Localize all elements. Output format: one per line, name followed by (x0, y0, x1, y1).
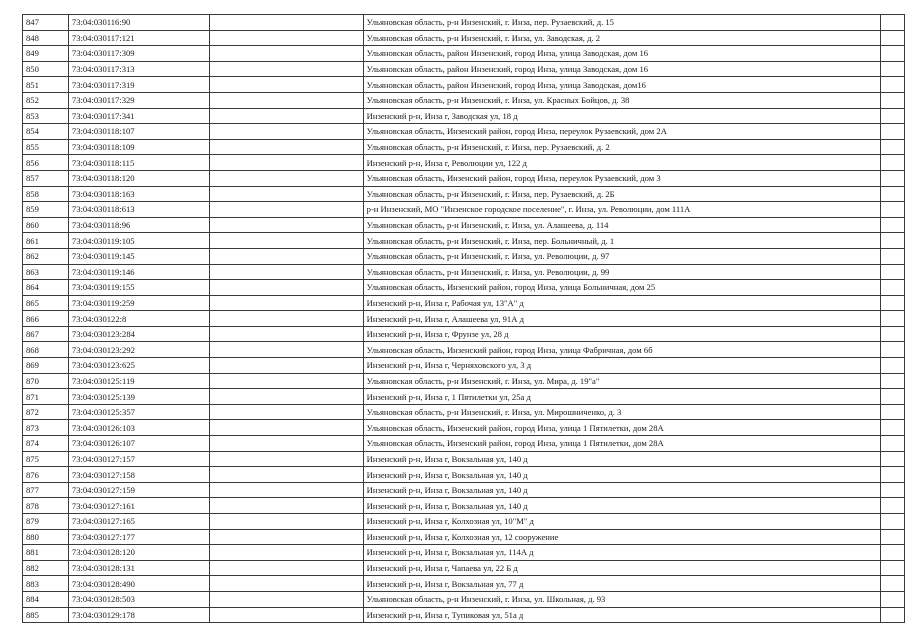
empty-cell (880, 61, 904, 77)
empty-cell (880, 545, 904, 561)
table-row (23, 389, 905, 405)
cadastral-number: 73:04:030118:109 (68, 139, 209, 155)
empty-cell (880, 311, 904, 327)
table-row (23, 124, 905, 140)
row-number: 855 (23, 139, 69, 155)
cadastral-number: 73:04:030127:158 (68, 467, 209, 483)
row-number: 848 (23, 30, 69, 46)
cadastral-number: 73:04:030122:8 (68, 311, 209, 327)
table-row (23, 420, 905, 436)
empty-cell (880, 451, 904, 467)
cadastral-number: 73:04:030117:309 (68, 46, 209, 62)
row-number: 880 (23, 529, 69, 545)
empty-cell (880, 404, 904, 420)
row-number: 849 (23, 46, 69, 62)
address: Ульяновская область, р-н Инзенский, г. Инза, пер. Рузаевский, д. 2Б (363, 186, 880, 202)
empty-cell (209, 451, 363, 467)
cadastral-number: 73:04:030116:90 (68, 15, 209, 31)
table-row (23, 482, 905, 498)
row-number: 884 (23, 591, 69, 607)
row-number: 871 (23, 389, 69, 405)
table-row (23, 295, 905, 311)
empty-cell (880, 576, 904, 592)
address: Ульяновская область, р-н Инзенский, г. Инза, ул. Школьная, д. 93 (363, 591, 880, 607)
address: Инзенский р-н, Инза г, Рабочая ул, 13"А" д (363, 295, 880, 311)
table-row (23, 217, 905, 233)
row-number: 882 (23, 560, 69, 576)
cadastral-number: 73:04:030118:96 (68, 217, 209, 233)
row-number: 885 (23, 607, 69, 623)
row-number: 872 (23, 404, 69, 420)
address: Ульяновская область, р-н Инзенский, г. Инза, ул. Мирошниченко, д. 3 (363, 404, 880, 420)
address: Инзенский р-н, Инза г, Колхозная ул, 12 сооружение (363, 529, 880, 545)
cadastral-number: 73:04:030125:357 (68, 404, 209, 420)
empty-cell (209, 529, 363, 545)
table-row (23, 342, 905, 358)
empty-cell (880, 124, 904, 140)
table-row (23, 30, 905, 46)
table-row (23, 607, 905, 623)
cadastral-number: 73:04:030119:105 (68, 233, 209, 249)
cadastral-number: 73:04:030127:159 (68, 482, 209, 498)
cadastral-number: 73:04:030118:163 (68, 186, 209, 202)
address: Ульяновская область, район Инзенский, город Инза, улица Заводская, дом16 (363, 77, 880, 93)
empty-cell (880, 155, 904, 171)
empty-cell (209, 326, 363, 342)
row-number: 877 (23, 482, 69, 498)
cadastral-number: 73:04:030123:284 (68, 326, 209, 342)
address: Инзенский р-н, Инза г, Тупиковая ул, 51а д (363, 607, 880, 623)
table-row (23, 436, 905, 452)
empty-cell (209, 358, 363, 374)
address: Ульяновская область, р-н Инзенский, г. Инза, ул. Революции, д. 97 (363, 248, 880, 264)
table-row (23, 202, 905, 218)
empty-cell (209, 77, 363, 93)
empty-cell (880, 467, 904, 483)
table-row (23, 248, 905, 264)
table-row (23, 373, 905, 389)
address: р-н Инзенский, МО "Инзенское городское поселение", г. Инза, ул. Революции, дом 111А (363, 202, 880, 218)
row-number: 869 (23, 358, 69, 374)
address: Инзенский р-н, Инза г, Фрунзе ул, 28 д (363, 326, 880, 342)
empty-cell (209, 389, 363, 405)
address: Инзенский р-н, Инза г, Чапаева ул, 22 Б д (363, 560, 880, 576)
empty-cell (209, 591, 363, 607)
empty-cell (209, 233, 363, 249)
address: Ульяновская область, р-н Инзенский, г. Инза, ул. Мира, д. 19"а" (363, 373, 880, 389)
row-number: 879 (23, 514, 69, 530)
empty-cell (209, 373, 363, 389)
cadastral-number: 73:04:030117:319 (68, 77, 209, 93)
cadastral-number: 73:04:030129:178 (68, 607, 209, 623)
row-number: 881 (23, 545, 69, 561)
address: Инзенский р-н, Инза г, Вокзальная ул, 140 д (363, 498, 880, 514)
row-number: 854 (23, 124, 69, 140)
table-row (23, 560, 905, 576)
address: Ульяновская область, р-н Инзенский, г. Инза, пер. Рузаевский, д. 15 (363, 15, 880, 31)
empty-cell (880, 373, 904, 389)
row-number: 864 (23, 280, 69, 296)
address: Инзенский р-н, Инза г, Заводская ул, 18 д (363, 108, 880, 124)
empty-cell (209, 404, 363, 420)
address: Инзенский р-н, Инза г, Вокзальная ул, 140 д (363, 451, 880, 467)
empty-cell (880, 264, 904, 280)
empty-cell (209, 576, 363, 592)
table-row (23, 451, 905, 467)
cadastral-number: 73:04:030128:503 (68, 591, 209, 607)
cadastral-number: 73:04:030127:177 (68, 529, 209, 545)
empty-cell (880, 217, 904, 233)
row-number: 861 (23, 233, 69, 249)
cadastral-number: 73:04:030128:490 (68, 576, 209, 592)
address: Инзенский р-н, Инза г, Колхозная ул, 10"М" д (363, 514, 880, 530)
empty-cell (209, 248, 363, 264)
empty-cell (880, 420, 904, 436)
empty-cell (880, 202, 904, 218)
empty-cell (880, 389, 904, 405)
empty-cell (209, 436, 363, 452)
cadastral-number: 73:04:030126:107 (68, 436, 209, 452)
table-row (23, 233, 905, 249)
empty-cell (880, 233, 904, 249)
empty-cell (209, 139, 363, 155)
table-row (23, 498, 905, 514)
empty-cell (209, 560, 363, 576)
address: Ульяновская область, р-н Инзенский, г. Инза, ул. Заводская, д. 2 (363, 30, 880, 46)
address: Ульяновская область, Инзенский район, город Инза, переулок Рузаевский, дом 2А (363, 124, 880, 140)
address: Ульяновская область, р-н Инзенский, г. Инза, пер. Больничный, д. 1 (363, 233, 880, 249)
row-number: 883 (23, 576, 69, 592)
cadastral-number: 73:04:030117:121 (68, 30, 209, 46)
address: Ульяновская область, р-н Инзенский, г. Инза, ул. Красных Бойцов, д. 38 (363, 92, 880, 108)
empty-cell (209, 514, 363, 530)
empty-cell (209, 482, 363, 498)
empty-cell (880, 108, 904, 124)
address: Инзенский р-н, Инза г, Черняховского ул, 3 д (363, 358, 880, 374)
table-row (23, 46, 905, 62)
cadastral-number: 73:04:030128:131 (68, 560, 209, 576)
row-number: 876 (23, 467, 69, 483)
empty-cell (880, 482, 904, 498)
cadastral-number: 73:04:030127:161 (68, 498, 209, 514)
empty-cell (209, 420, 363, 436)
row-number: 874 (23, 436, 69, 452)
table-row (23, 545, 905, 561)
table-row (23, 61, 905, 77)
empty-cell (880, 358, 904, 374)
empty-cell (209, 607, 363, 623)
row-number: 850 (23, 61, 69, 77)
address: Ульяновская область, р-н Инзенский, г. Инза, ул. Революции, д. 99 (363, 264, 880, 280)
row-number: 860 (23, 217, 69, 233)
empty-cell (880, 514, 904, 530)
table-body (23, 15, 905, 623)
empty-cell (880, 295, 904, 311)
row-number: 859 (23, 202, 69, 218)
address: Инзенский р-н, Инза г, Вокзальная ул, 140 д (363, 467, 880, 483)
empty-cell (209, 124, 363, 140)
address: Ульяновская область, район Инзенский, город Инза, улица Заводская, дом 16 (363, 61, 880, 77)
empty-cell (209, 61, 363, 77)
address: Инзенский р-н, Инза г, Алашеева ул, 91А д (363, 311, 880, 327)
cadastral-number: 73:04:030123:625 (68, 358, 209, 374)
address: Ульяновская область, Инзенский район, город Инза, улица Больничная, дом 25 (363, 280, 880, 296)
address: Инзенский р-н, Инза г, Революции ул, 122 д (363, 155, 880, 171)
row-number: 865 (23, 295, 69, 311)
table-row (23, 280, 905, 296)
table-row (23, 404, 905, 420)
empty-cell (209, 264, 363, 280)
row-number: 852 (23, 92, 69, 108)
table-row (23, 77, 905, 93)
row-number: 853 (23, 108, 69, 124)
empty-cell (209, 30, 363, 46)
table-row (23, 186, 905, 202)
empty-cell (209, 467, 363, 483)
row-number: 868 (23, 342, 69, 358)
empty-cell (209, 217, 363, 233)
row-number: 847 (23, 15, 69, 31)
table-row (23, 576, 905, 592)
empty-cell (209, 545, 363, 561)
address: Ульяновская область, Инзенский район, город Инза, улица 1 Пятилетки, дом 28А (363, 420, 880, 436)
empty-cell (880, 529, 904, 545)
row-number: 873 (23, 420, 69, 436)
cadastral-number: 73:04:030118:107 (68, 124, 209, 140)
table-row (23, 139, 905, 155)
empty-cell (880, 280, 904, 296)
cadastral-number: 73:04:030118:115 (68, 155, 209, 171)
row-number: 862 (23, 248, 69, 264)
table-row (23, 514, 905, 530)
cadastral-number: 73:04:030128:120 (68, 545, 209, 561)
table-row (23, 591, 905, 607)
empty-cell (880, 342, 904, 358)
empty-cell (880, 170, 904, 186)
table-row (23, 92, 905, 108)
cadastral-number: 73:04:030119:155 (68, 280, 209, 296)
empty-cell (880, 30, 904, 46)
empty-cell (209, 280, 363, 296)
table-row (23, 108, 905, 124)
table-row (23, 170, 905, 186)
table-row (23, 155, 905, 171)
empty-cell (209, 92, 363, 108)
table-row (23, 467, 905, 483)
cadastral-number: 73:04:030118:613 (68, 202, 209, 218)
property-register-table (22, 14, 905, 623)
cadastral-number: 73:04:030117:329 (68, 92, 209, 108)
cadastral-number: 73:04:030126:103 (68, 420, 209, 436)
empty-cell (209, 46, 363, 62)
address: Инзенский р-н, Инза г, Вокзальная ул, 140 д (363, 482, 880, 498)
row-number: 858 (23, 186, 69, 202)
row-number: 863 (23, 264, 69, 280)
cadastral-number: 73:04:030117:313 (68, 61, 209, 77)
address: Ульяновская область, р-н Инзенский, г. Инза, пер. Рузаевский, д. 2 (363, 139, 880, 155)
address: Ульяновская область, Инзенский район, город Инза, улица Фабричная, дом 6б (363, 342, 880, 358)
table-row (23, 358, 905, 374)
empty-cell (880, 591, 904, 607)
empty-cell (880, 92, 904, 108)
cadastral-number: 73:04:030127:157 (68, 451, 209, 467)
cadastral-number: 73:04:030118:120 (68, 170, 209, 186)
empty-cell (880, 186, 904, 202)
address: Инзенский р-н, Инза г, Вокзальная ул, 114А д (363, 545, 880, 561)
row-number: 857 (23, 170, 69, 186)
empty-cell (880, 326, 904, 342)
empty-cell (209, 170, 363, 186)
row-number: 878 (23, 498, 69, 514)
empty-cell (209, 311, 363, 327)
empty-cell (880, 46, 904, 62)
table-row (23, 529, 905, 545)
empty-cell (209, 186, 363, 202)
empty-cell (880, 15, 904, 31)
address: Ульяновская область, Инзенский район, город Инза, переулок Рузаевский, дом 3 (363, 170, 880, 186)
empty-cell (209, 202, 363, 218)
cadastral-number: 73:04:030127:165 (68, 514, 209, 530)
address: Ульяновская область, р-н Инзенский, г. Инза, ул. Алашеева, д. 114 (363, 217, 880, 233)
row-number: 867 (23, 326, 69, 342)
table-row (23, 264, 905, 280)
cadastral-number: 73:04:030117:341 (68, 108, 209, 124)
empty-cell (880, 436, 904, 452)
row-number: 866 (23, 311, 69, 327)
row-number: 851 (23, 77, 69, 93)
cadastral-number: 73:04:030125:119 (68, 373, 209, 389)
address: Инзенский р-н, Инза г, Вокзальная ул, 77 д (363, 576, 880, 592)
empty-cell (209, 108, 363, 124)
row-number: 856 (23, 155, 69, 171)
cadastral-number: 73:04:030119:146 (68, 264, 209, 280)
empty-cell (880, 139, 904, 155)
empty-cell (880, 607, 904, 623)
empty-cell (209, 295, 363, 311)
empty-cell (209, 15, 363, 31)
cadastral-number: 73:04:030125:139 (68, 389, 209, 405)
row-number: 875 (23, 451, 69, 467)
address: Ульяновская область, район Инзенский, город Инза, улица Заводская, дом 16 (363, 46, 880, 62)
empty-cell (880, 498, 904, 514)
address: Инзенский р-н, Инза г, 1 Пятилетки ул, 25а д (363, 389, 880, 405)
cadastral-number: 73:04:030119:259 (68, 295, 209, 311)
row-number: 870 (23, 373, 69, 389)
cadastral-number: 73:04:030123:292 (68, 342, 209, 358)
table-row (23, 326, 905, 342)
empty-cell (209, 342, 363, 358)
cadastral-number: 73:04:030119:145 (68, 248, 209, 264)
empty-cell (880, 560, 904, 576)
table-row (23, 15, 905, 31)
empty-cell (880, 248, 904, 264)
table-row (23, 311, 905, 327)
empty-cell (209, 498, 363, 514)
address: Ульяновская область, Инзенский район, город Инза, улица 1 Пятилетки, дом 28А (363, 436, 880, 452)
empty-cell (880, 77, 904, 93)
empty-cell (209, 155, 363, 171)
